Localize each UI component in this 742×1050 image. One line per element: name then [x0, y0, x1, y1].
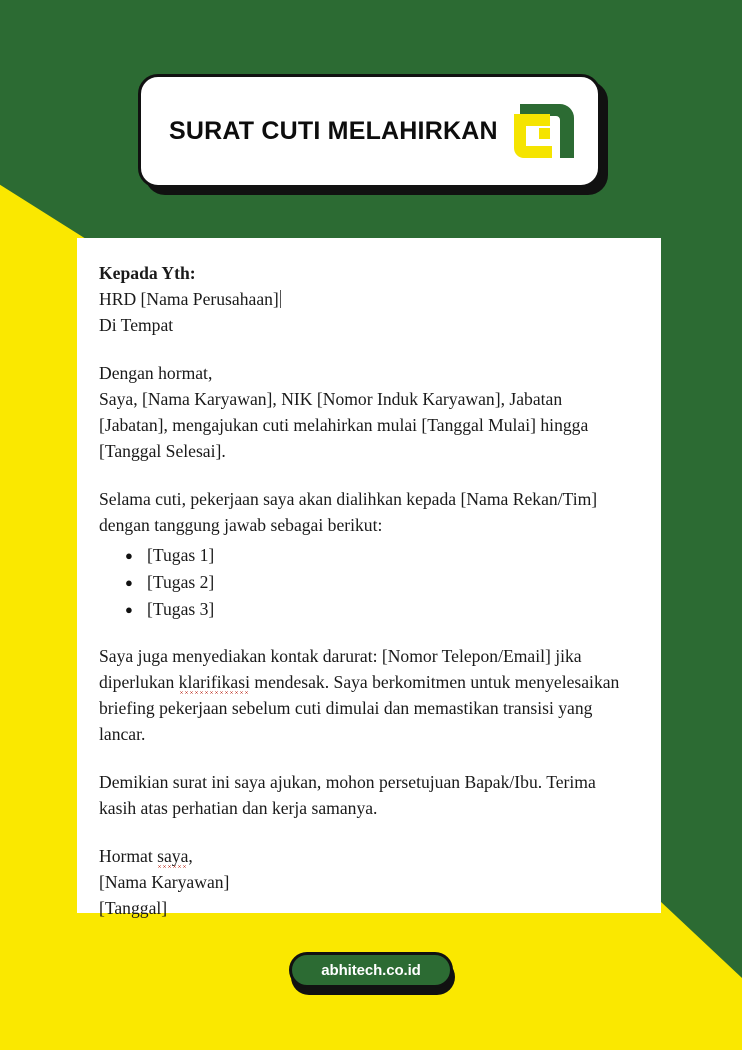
header-card — [138, 74, 601, 188]
abhitech-logo-icon — [510, 102, 576, 160]
greeting-line: Dengan hormat, — [99, 363, 213, 383]
contact-paragraph — [99, 643, 633, 747]
signoff-line — [99, 843, 633, 869]
spellcheck-word-saya: saya — [157, 846, 189, 866]
contact-paragraph-part2: mendesak. Saya berkomitmen untuk menyelesaikan briefing pekerjaan sebelum cuti dimulai dan memastikan transisi yang lancar. — [99, 672, 620, 744]
list-item: ● [Tugas 2] — [147, 569, 633, 596]
page-title: SURAT CUTI MELAHIRKAN — [169, 116, 498, 145]
signature-block — [99, 843, 633, 921]
signer-date: [Tanggal] — [99, 898, 168, 918]
spacer — [99, 338, 633, 360]
website-badge[interactable] — [289, 952, 453, 988]
task-list — [99, 542, 633, 623]
website-badge-label: abhitech.co.id — [321, 961, 421, 979]
spellcheck-word-klarifikasi: klarifikasi — [178, 672, 250, 692]
recipient-text: HRD [Nama Perusahaan] — [99, 289, 279, 309]
closing-paragraph: Demikian surat ini saya ajukan, mohon persetujuan Bapak/Ibu. Terima kasih atas perhatian dan kerja samanya. — [99, 772, 596, 818]
signoff-suffix: , — [188, 846, 193, 866]
signoff-prefix: Hormat — [99, 846, 158, 866]
intro-paragraph: Saya, [Nama Karyawan], NIK [Nomor Induk Karyawan], Jabatan [Jabatan], mengajukan cuti melahirkan mulai [Tanggal Mulai] hingga [Tanggal Selesai]. — [99, 389, 593, 461]
handover-paragraph: Selama cuti, pekerjaan saya akan dialihkan kepada [Nama Rekan/Tim] dengan tanggung jawab sebagai berikut: — [99, 489, 598, 535]
document-sheet — [77, 238, 661, 918]
list-item: ● [Tugas 1] — [147, 542, 633, 569]
spacer — [99, 464, 633, 486]
list-item: ● [Tugas 3] — [147, 596, 633, 623]
document-body — [99, 260, 633, 921]
contact-paragraph-part1: Saya juga menyediakan kontak darurat: [Nomor Telepon/Email] jika diperlukan — [99, 646, 582, 692]
intro-block — [99, 360, 633, 464]
signer-name: [Nama Karyawan] — [99, 872, 230, 892]
text-cursor — [280, 290, 281, 308]
recipient-line — [99, 286, 633, 312]
place-line: Di Tempat — [99, 315, 174, 335]
salutation-label: Kepada Yth: — [99, 263, 196, 283]
address-block — [99, 260, 633, 338]
